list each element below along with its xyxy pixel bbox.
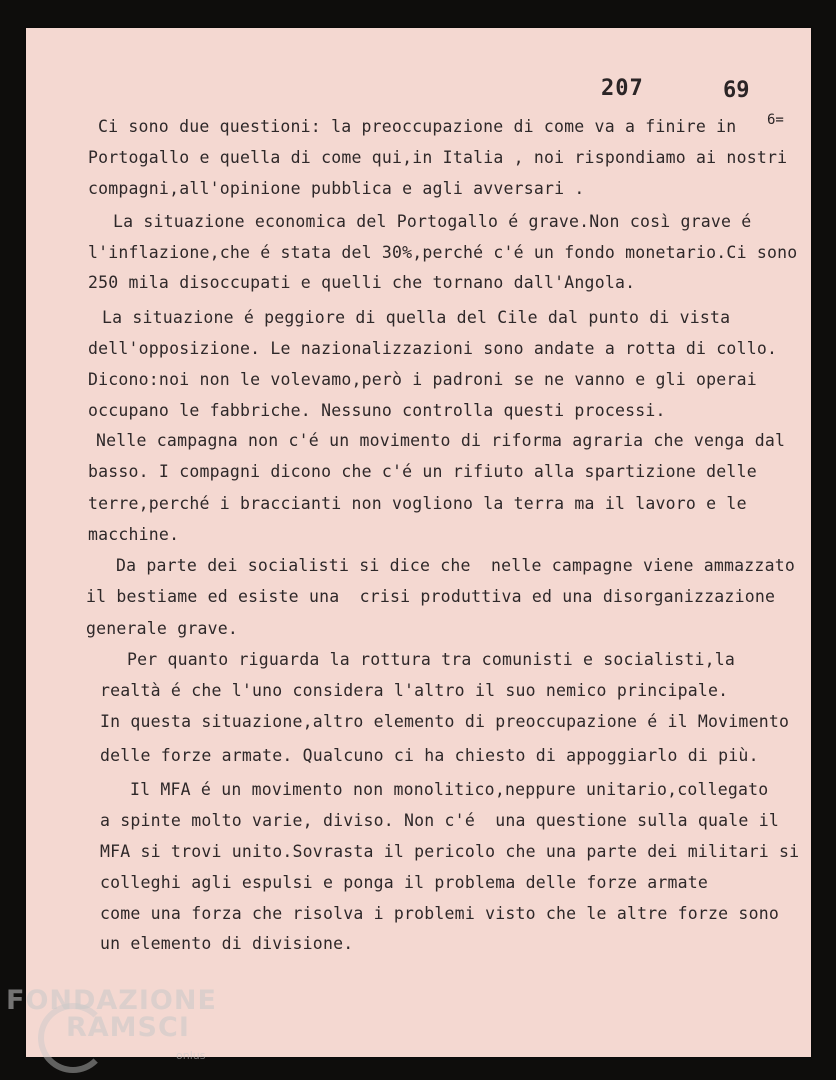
folio-number: 69	[723, 78, 750, 103]
watermark-line-1: FONDAZIONE	[6, 985, 217, 1016]
document-page	[26, 28, 811, 1057]
text-line: Portogallo e quella di come qui,in Italia , noi rispondiamo ai nostri	[88, 148, 788, 167]
text-line: l'inflazione,che é stata del 30%,perché c'é un fondo monetario.Ci sono	[88, 243, 798, 262]
text-line: terre,perché i braccianti non vogliono la terra ma il lavoro e le	[88, 494, 747, 513]
text-line: come una forza che risolva i problemi visto che le altre forze sono	[100, 904, 779, 923]
text-line: 250 mila disoccupati e quelli che tornano dall'Angola.	[88, 273, 636, 292]
text-line: Il MFA é un movimento non monolitico,neppure unitario,collegato	[130, 780, 769, 799]
page-number: 207	[601, 76, 644, 101]
text-line: un elemento di divisione.	[100, 934, 354, 953]
g-logo-icon	[38, 1003, 108, 1073]
watermark-line-3: onlus	[176, 1049, 206, 1062]
text-line: Da parte dei socialisti si dice che nelle campagne viene ammazzato	[116, 556, 795, 575]
text-line: a spinte molto varie, diviso. Non c'é una questione sulla quale il	[100, 811, 779, 830]
text-line: MFA si trovi unito.Sovrasta il pericolo che una parte dei militari si	[100, 842, 800, 861]
text-line: basso. I compagni dicono che c'é un rifiuto alla spartizione delle	[88, 462, 757, 481]
text-line: La situazione economica del Portogallo é grave.Non così grave é	[113, 212, 752, 231]
text-line: generale grave.	[86, 619, 239, 638]
text-line: colleghi agli espulsi e ponga il problema delle forze armate	[100, 873, 709, 892]
watermark-line-2: RAMSCI	[66, 1012, 190, 1043]
text-line: In questa situazione,altro elemento di preoccupazione é il Movimento	[100, 712, 790, 731]
text-line: delle forze armate. Qualcuno ci ha chiesto di appoggiarlo di più.	[100, 746, 759, 765]
page-marker: 6=	[767, 112, 784, 128]
text-line: realtà é che l'uno considera l'altro il suo nemico principale.	[100, 681, 729, 700]
text-line: occupano le fabbriche. Nessuno controlla questi processi.	[88, 401, 666, 420]
text-line: il bestiame ed esiste una crisi produttiva ed una disorganizzazione	[86, 587, 776, 606]
text-line: Per quanto riguarda la rottura tra comunisti e socialisti,la	[127, 650, 736, 669]
text-line: macchine.	[88, 525, 180, 544]
text-line: compagni,all'opinione pubblica e agli avversari .	[88, 179, 585, 198]
text-line: dell'opposizione. Le nazionalizzazioni sono andate a rotta di collo.	[88, 339, 778, 358]
text-line: Nelle campagna non c'é un movimento di riforma agraria che venga dal	[96, 431, 786, 450]
text-line: Ci sono due questioni: la preoccupazione di come va a finire in	[98, 117, 737, 136]
text-line: Dicono:noi non le volevamo,però i padroni se ne vanno e gli operai	[88, 370, 757, 389]
fondazione-gramsci-watermark	[6, 985, 217, 1062]
text-line: La situazione é peggiore di quella del Cile dal punto di vista	[102, 308, 731, 327]
